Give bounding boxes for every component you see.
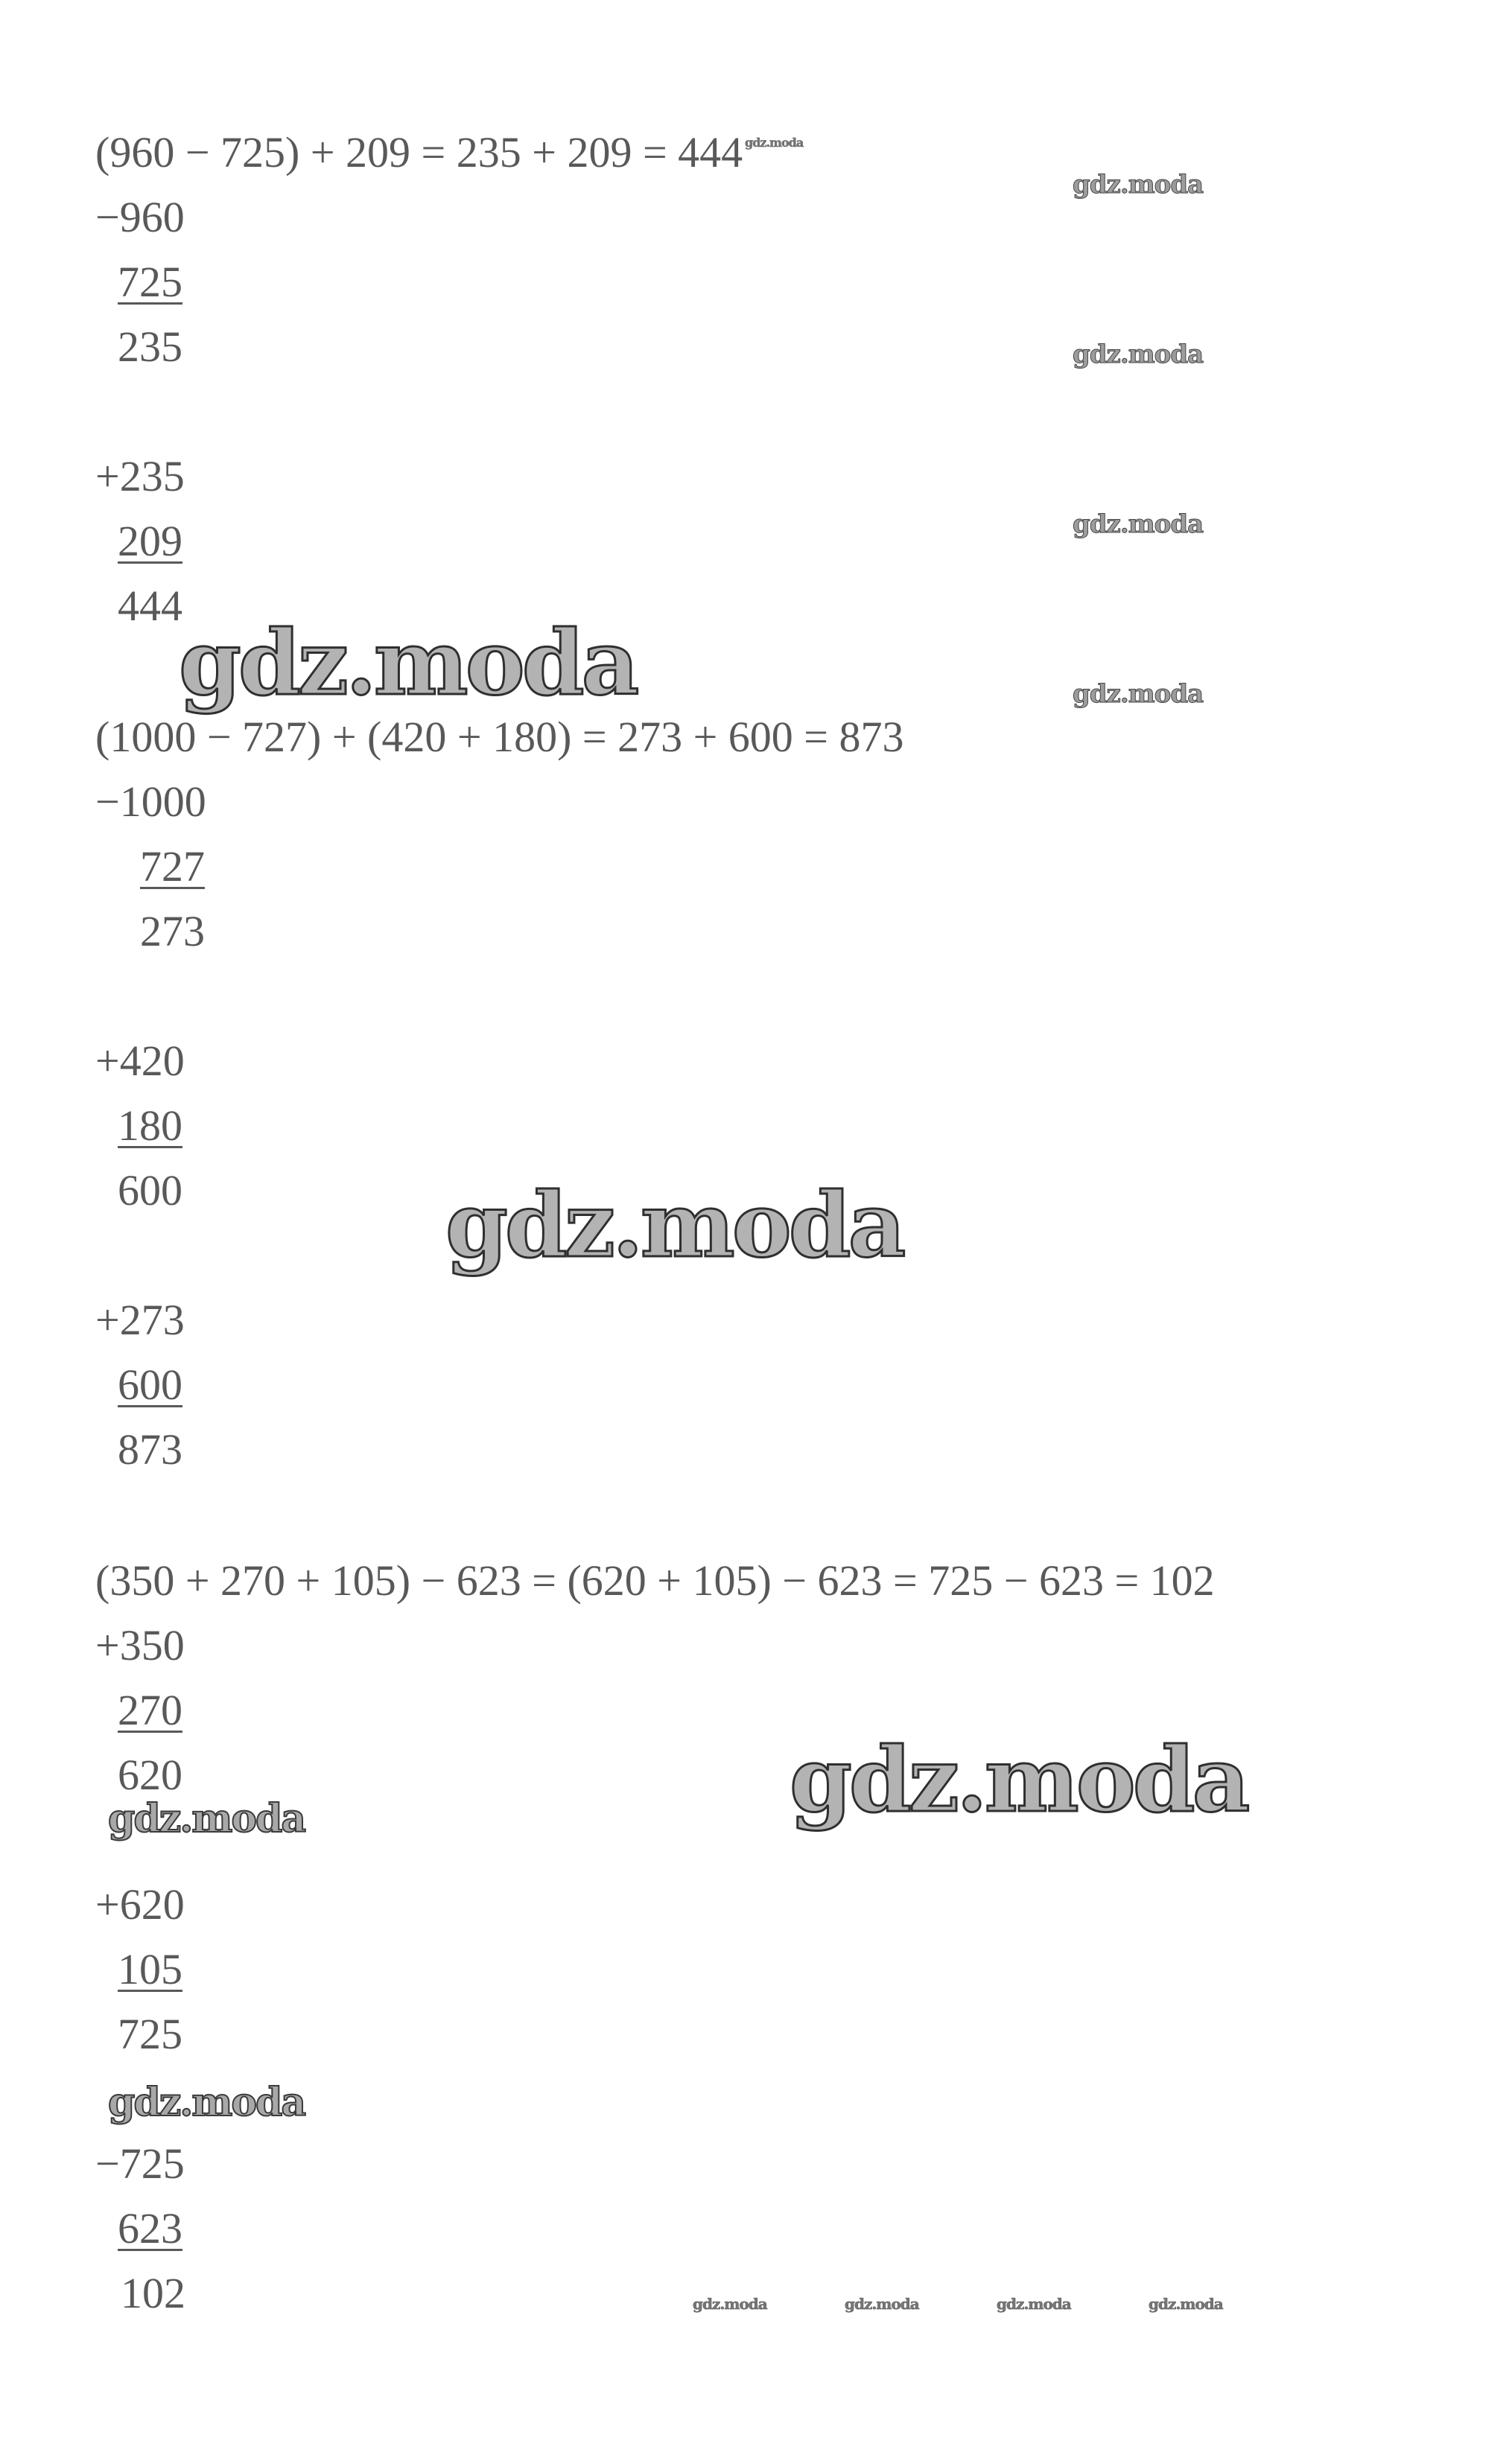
operand-top: 620 bbox=[119, 1880, 185, 1929]
operator: − bbox=[95, 2139, 120, 2188]
column-2a-result: 273 bbox=[140, 907, 205, 955]
watermark: gdz.moda bbox=[108, 2080, 305, 2125]
operand-top: 273 bbox=[119, 1296, 185, 1344]
operator: − bbox=[95, 777, 120, 826]
column-3b-result: 725 bbox=[118, 2010, 182, 2058]
operand-top: 420 bbox=[119, 1037, 185, 1085]
column-2c-top bbox=[95, 1294, 185, 1346]
watermark: gdz.moda bbox=[445, 1173, 903, 1278]
column-3b-bottom: 105 bbox=[118, 1945, 182, 1993]
watermark: gdz.moda bbox=[693, 2295, 767, 2313]
watermark: gdz.moda bbox=[1073, 679, 1204, 709]
column-2a-bottom: 727 bbox=[140, 842, 205, 891]
operand-top: 350 bbox=[119, 1621, 185, 1669]
column-2a-top bbox=[95, 776, 206, 828]
column-3b-top bbox=[95, 1879, 185, 1931]
watermark: gdz.moda bbox=[997, 2295, 1071, 2313]
operator: + bbox=[95, 452, 120, 500]
column-3c-bottom: 623 bbox=[118, 2204, 182, 2253]
operator: + bbox=[95, 1296, 120, 1344]
column-3c-top bbox=[95, 2138, 185, 2190]
watermark: gdz.moda bbox=[179, 611, 637, 716]
column-3a-bottom: 270 bbox=[118, 1686, 182, 1734]
column-2b-bottom: 180 bbox=[118, 1101, 182, 1150]
operand-top: 235 bbox=[119, 452, 185, 500]
operand-top: 725 bbox=[119, 2139, 185, 2188]
operator: + bbox=[95, 1621, 120, 1669]
column-2c-bottom: 600 bbox=[118, 1360, 182, 1409]
watermark: gdz.moda bbox=[1073, 340, 1204, 369]
operator: − bbox=[95, 193, 120, 241]
equation-1: (960 − 725) + 209 = 235 + 209 = 444 bbox=[95, 128, 743, 176]
equation-3: (350 + 270 + 105) − 623 = (620 + 105) − 623 = 725 − 623 = 102 bbox=[95, 1556, 1215, 1605]
equation-2: (1000 − 727) + (420 + 180) = 273 + 600 = 873 bbox=[95, 713, 904, 761]
operand-top: 1000 bbox=[119, 777, 206, 826]
column-1b-top bbox=[95, 451, 185, 503]
watermark: gdz.moda bbox=[108, 1796, 305, 1841]
column-2c-result: 873 bbox=[118, 1425, 182, 1474]
watermark: gdz.moda bbox=[1073, 509, 1204, 539]
operator: + bbox=[95, 1037, 120, 1085]
column-1a-top bbox=[95, 191, 185, 243]
watermark: gdz.moda bbox=[790, 1728, 1248, 1833]
watermark: gdz.moda bbox=[1149, 2295, 1223, 2313]
column-2b-top bbox=[95, 1035, 185, 1087]
watermark: gdz.moda bbox=[1073, 170, 1204, 200]
operator: + bbox=[95, 1880, 120, 1929]
column-1a-result: 235 bbox=[118, 322, 182, 371]
column-2b-result: 600 bbox=[118, 1166, 182, 1215]
column-1b-result: 444 bbox=[118, 582, 182, 630]
column-3c-result: 102 bbox=[121, 2269, 185, 2317]
operand-top: 960 bbox=[119, 193, 185, 241]
watermark: gdz.moda bbox=[745, 136, 804, 150]
column-1a-bottom: 725 bbox=[118, 258, 182, 306]
column-3a-result: 620 bbox=[118, 1751, 182, 1799]
column-1b-bottom: 209 bbox=[118, 517, 182, 565]
column-3a-top bbox=[95, 1620, 185, 1672]
watermark: gdz.moda bbox=[845, 2295, 919, 2313]
